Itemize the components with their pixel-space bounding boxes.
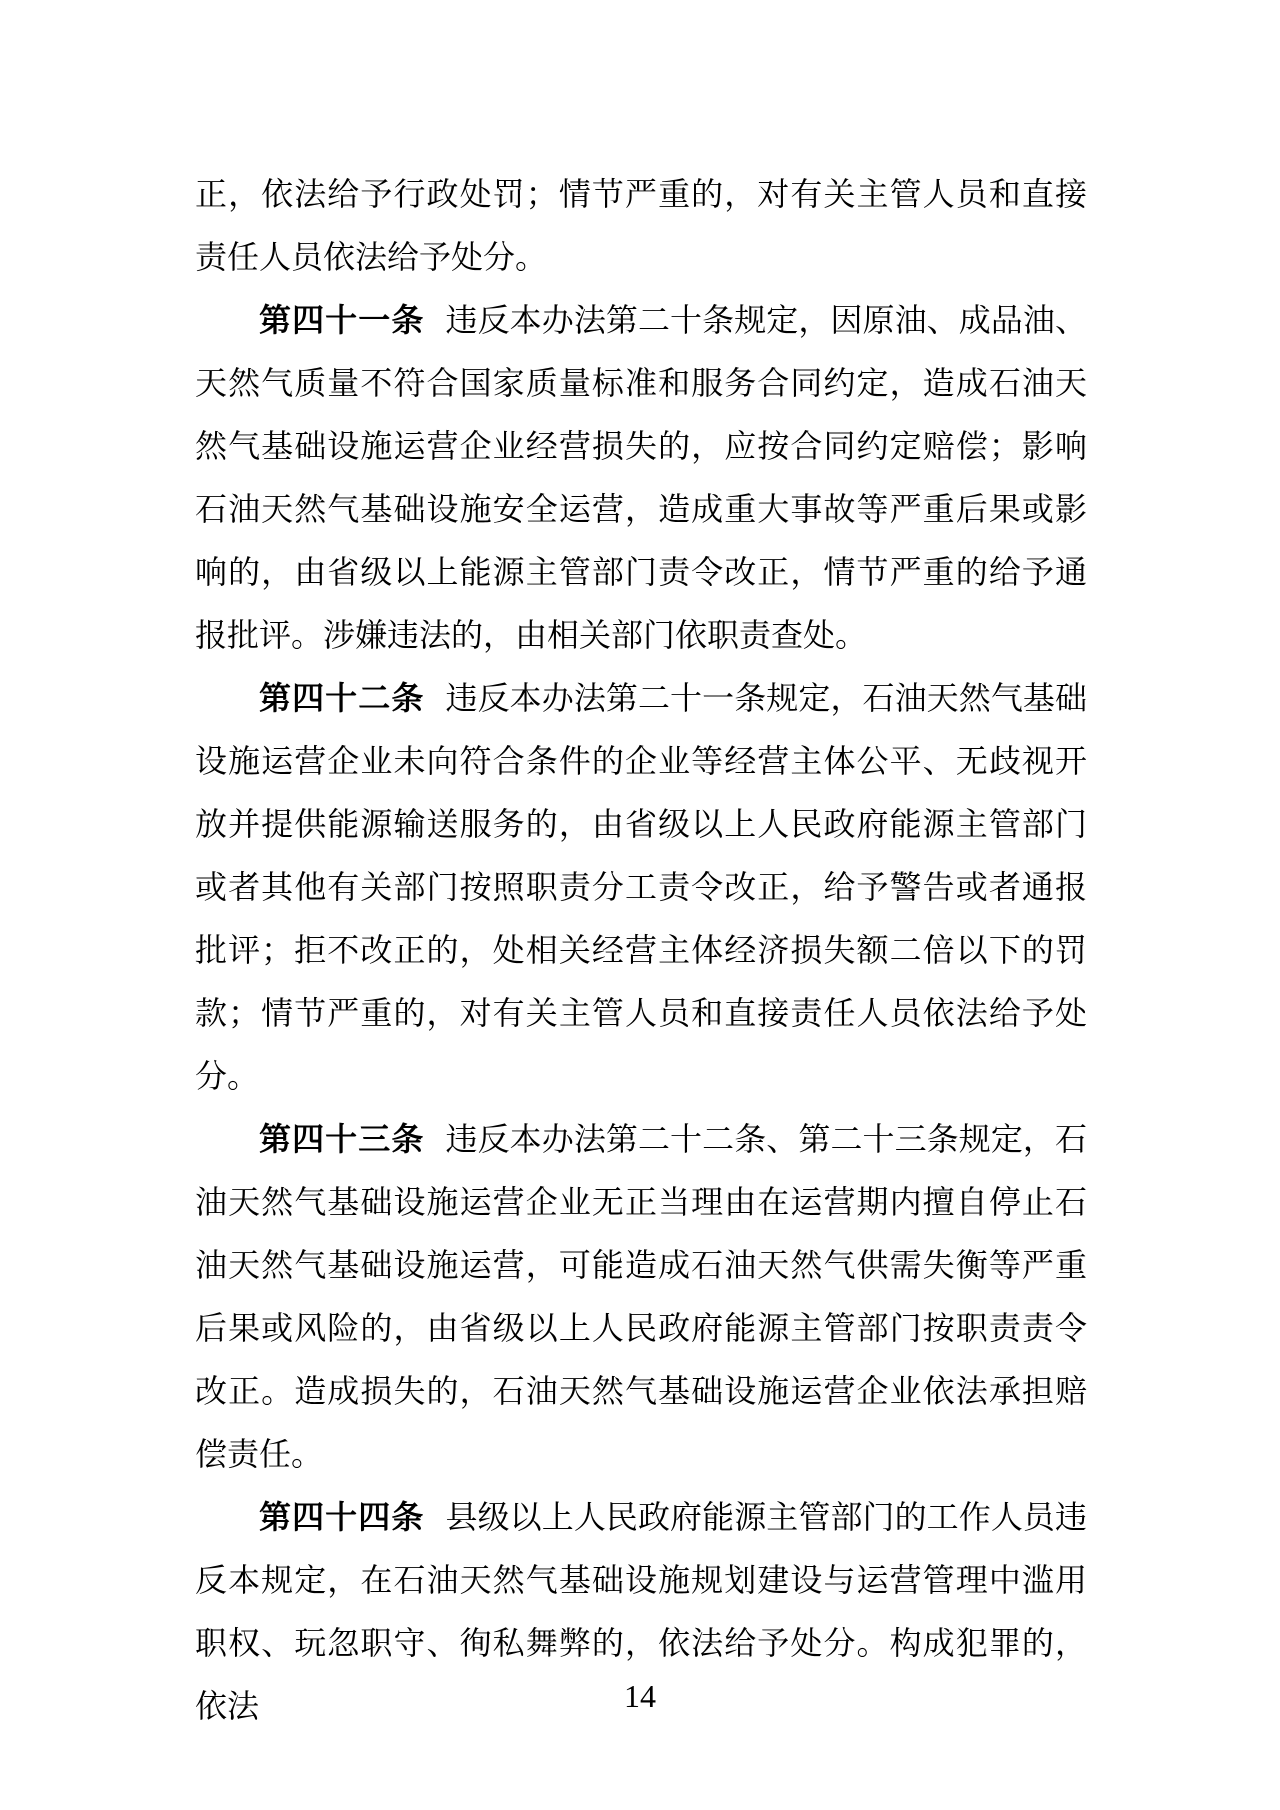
page-number: 14 [624,1678,656,1714]
paragraph-text: 违反本办法第二十二条、第二十三条规定，石油天然气基础设施运营企业无正当理由在运营期内擅自停止石油天然气基础设施运营，可能造成石油天然气供需失衡等严重后果或风险的，由省级以上人民政府能源主管部门按职责责令改正。造成损失的，石油天然气基础设施运营企业依法承担赔偿责任。 [195,1121,1087,1472]
paragraph [195,163,1087,289]
article-number: 第四十一条 [259,302,425,338]
paragraph-text: 违反本办法第二十条规定，因原油、成品油、天然气质量不符合国家质量标准和服务合同约定，造成石油天然气基础设施运营企业经营损失的，应按合同约定赔偿；影响石油天然气基础设施安全运营，造成重大事故等严重后果或影响的，由省级以上能源主管部门责令改正，情节严重的给予通报批评。涉嫌违法的，由相关部门依职责查处。 [195,302,1087,653]
paragraph-text: 县级以上人民政府能源主管部门的工作人员违反本规定，在石油天然气基础设施规划建设与运营管理中滥用职权、玩忽职守、徇私舞弊的，依法给予处分。构成犯罪的，依法 [195,1499,1087,1724]
paragraph-text: 违反本办法第二十一条规定，石油天然气基础设施运营企业未向符合条件的企业等经营主体公平、无歧视开放并提供能源输送服务的，由省级以上人民政府能源主管部门或者其他有关部门按照职责分工责令改正，给予警告或者通报批评；拒不改正的，处相关经营主体经济损失额二倍以下的罚款；情节严重的，对有关主管人员和直接责任人员依法给予处分。 [195,680,1087,1094]
paragraph [195,667,1087,1108]
paragraph [195,289,1087,667]
paragraph-text: 正，依法给予行政处罚；情节严重的，对有关主管人员和直接责任人员依法给予处分。 [195,176,1087,275]
paragraph [195,1108,1087,1486]
article-number: 第四十四条 [259,1499,425,1535]
article-number: 第四十三条 [259,1121,425,1157]
article-number: 第四十二条 [259,680,425,716]
document-body [195,163,1087,1738]
